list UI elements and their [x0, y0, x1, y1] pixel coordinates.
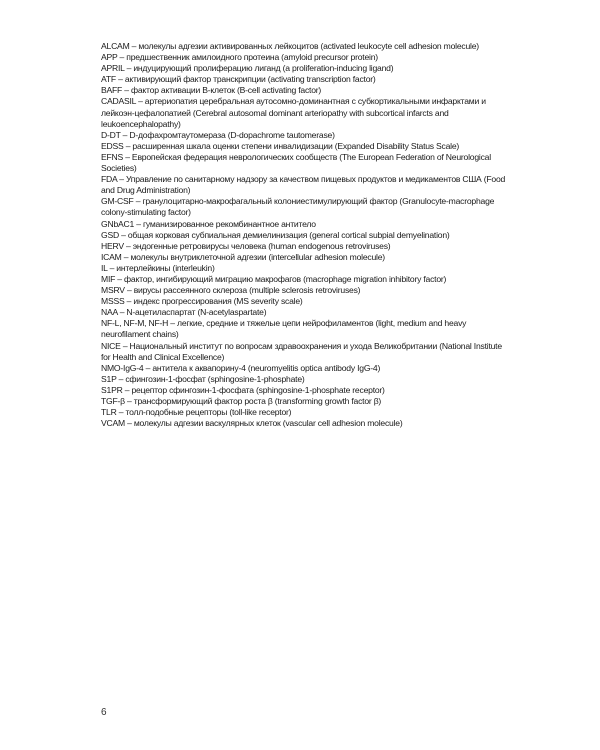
abbreviation-entry: NICE – Национальный институт по вопросам здравоохранения и ухода Великобритании (National Institute for Health and Clinical Excellence) [101, 340, 502, 362]
abbreviation-entry: NMO-IgG-4 – антитела к аквапорину-4 (neuromyelitis optica antibody IgG-4) [101, 362, 381, 373]
abbreviation-entry: EFNS – Европейская федерация неврологических сообществ (The European Federation of Neurological Societies) [101, 151, 491, 174]
abbreviation-entry: NAA – N-ацетиласпартат (N-acetylaspartate) [101, 307, 267, 318]
abbreviation-entry: BAFF – фактор активации B-клеток (B-cell activating factor) [101, 85, 322, 96]
abbreviation-list [101, 41, 511, 429]
abbreviation-entry: S1P – сфингозин-1-фосфат (sphingosine-1-phosphate) [101, 373, 305, 384]
abbreviation-entry: VCAM – молекулы адгезии васкулярных клеток (vascular cell adhesion molecule) [101, 418, 403, 429]
abbreviation-entry: MSSS – индекс прогрессирования (MS severity scale) [101, 296, 303, 307]
abbreviation-entry: TGF-β – трансформирующий фактор роста β (transforming growth factor β) [101, 396, 382, 406]
abbreviation-entry: ALCAM – молекулы адгезии активированных лейкоцитов (activated leukocyte cell adhesion molecule) [101, 41, 479, 51]
abbreviation-entry: APRIL – индуцирующий пролиферацию лиганд (a proliferation-inducing ligand) [101, 63, 394, 74]
page-number: 6 [101, 707, 107, 718]
abbreviation-entry: IL – интерлейкины (interleukin) [101, 262, 215, 273]
abbreviation-entry: ATF – активирующий фактор транскрипции (activating transcription factor) [101, 74, 376, 85]
abbreviation-entry: S1PR – рецептор сфингозин-1-фосфата (sphingosine-1-phosphate receptor) [101, 384, 385, 395]
abbreviation-entry: GSD – общая корковая субпиальная демиелинизация (general cortical subpial demyelination) [101, 229, 450, 240]
abbreviation-entry: FDA – Управление по санитарному надзору за качеством пищевых продуктов и медикаментов США (Food and Drug Administration) [101, 174, 506, 196]
abbreviation-entry: EDSS – расширенная шкала оценки степени инвалидизации (Expanded Disability Status Scale) [101, 140, 460, 151]
abbreviation-entry: GM-CSF – гранулоцитарно-макрофагальный колониестимулирующий фактор (Granulocyte-macrophage colony-stimulating factor) [101, 196, 495, 218]
abbreviation-entry: NF-L, NF-M, NF-H – легкие, средние и тяжелые цепи нейрофиламентов (light, medium and heavy neurofilament chains) [101, 318, 467, 340]
abbreviation-entry: CADASIL – артериопатия церебральная аутосомно-доминантная с субкортикальными инфарктами и лейкоэн-цефалопатией (Cerebral autosomal dominant arteriopathy with subcortical infarcts and leukoencephalopathy) [101, 96, 486, 129]
abbreviation-entry: TLR – толл-подобные рецепторы (toll-like receptor) [101, 407, 292, 418]
abbreviation-entry: MSRV – вирусы рассеянного склероза (multiple sclerosis retroviruses) [101, 285, 361, 296]
abbreviation-entry: GNbAC1 – гуманизированное рекомбинантное антитело [101, 218, 316, 229]
abbreviation-entry: ICAM – молекулы внутриклеточной адгезии (intercellular adhesion molecule) [101, 251, 385, 262]
abbreviation-entry: HERV – эндогенные ретровирусы человека (human endogenous retroviruses) [101, 240, 391, 251]
abbreviation-entry: APP – предшественник амилоидного протеина (amyloid precursor protein) [101, 52, 378, 63]
abbreviation-entry: D-DT – D-дофахромтаутомераза (D-dopachrome tautomerase) [101, 129, 335, 140]
abbreviation-entry: MIF – фактор, ингибирующий миграцию макрофагов (macrophage migration inhibitory factor) [101, 273, 447, 284]
